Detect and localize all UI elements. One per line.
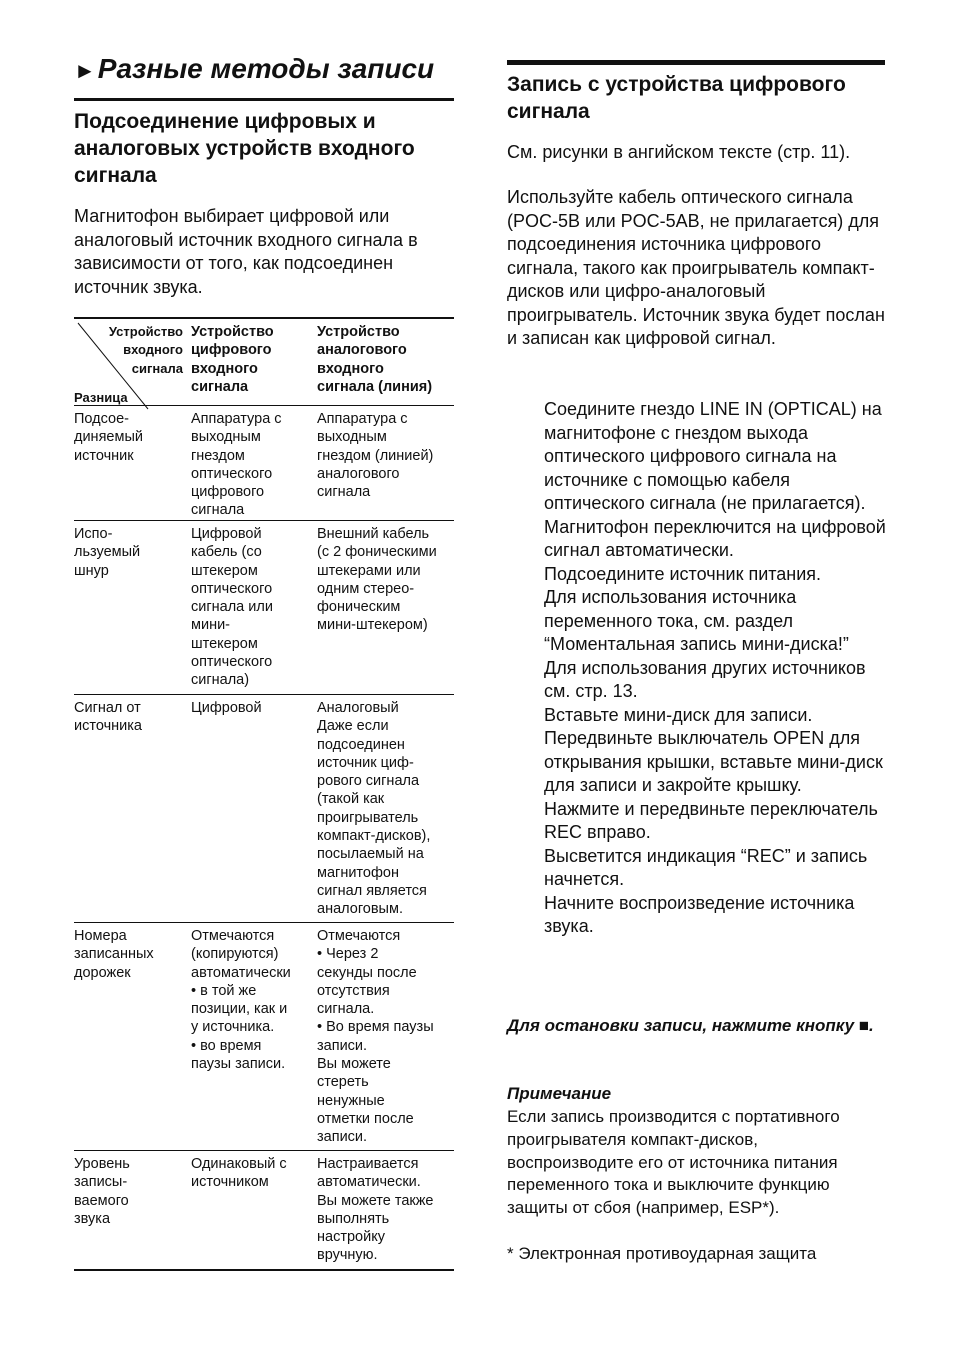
stop-instruction: Для остановки записи, нажмите кнопку ■. [507,1016,874,1035]
section-heading-digital-recording: Запись с устройства цифрового сигнала [507,60,885,125]
corner-bottom-label: Разница [74,390,128,405]
table-corner-cell [74,319,191,405]
steps-list: Соедините гнездо LINE IN (OPTICAL) на магнитофоне с гнездом выхода оптического цифрового сигнала на источнике с помощью кабеля оптического сигнала (не прилагается). Магнитофон переключится на цифровой сигнал автоматически. Подсоедините источник питания. Для использования источника переменного тока, см. раздел “Моментальная запись мини-диска!” Для использования других источников см. стр. 13. Вставьте мини-диск для записи. Передвиньте выключатель OPEN для открывания крышки, вставьте мини-диск для записи и закройте крышку. Нажмите и передвиньте переключатель REC вправо. Высветится индикация “REC” и запись начнется. Начните воспроизведение источника звука. [544,399,886,936]
cable-paragraph: Используйте кабель оптического сигнала (POC-5B или POC-5AB, не прилагается) для подсоединения источника цифрового сигнала, такого как проигрыватель компакт-дисков или цифро-аналоговый проигрыватель. Источник звука будет послан и записан как цифровой сигнал. [507,187,885,348]
row-label: Подсое- диняемый источник [74,411,143,464]
digital-cell: Аппаратура с выходным гнездом оптического цифрового сигнала [191,411,282,519]
see-figures-note: См. рисунки в ангийском тексте (стр. 11). [507,142,851,162]
comparison-table [74,317,454,1271]
intro-paragraph: Магнитофон выбирает цифровой или аналоговый источник входного сигнала в зависимости от того, как подсоединен источник звука. [74,206,418,297]
digital-cell: Отмечаются (копируются) автоматически • в той же позиции, как и у источника. • во время паузы записи. [191,928,291,1073]
triangle-marker-icon: ► [74,58,96,83]
row-label: Испо- льзуемый шнур [74,526,141,579]
note-title: Примечание [507,1084,612,1103]
page-title-text: Разные методы записи [97,53,435,84]
row-label: Номера записанных дорожек [74,928,154,981]
note-body: Если запись производится с портативного проигрывателя компакт-дисков, воспроизводите его от источника питания переменного тока и выключите функцию защиты от сбоя (например, ESP*). [507,1107,840,1218]
analog-cell: Аппаратура с выходным гнездом (линией) аналогового сигнала [317,411,434,501]
column-header-digital: Устройство цифрового входного сигнала [191,324,274,395]
corner-top-label: Устройство входного сигнала [108,324,183,376]
digital-cell: Цифровой кабель (со штекером оптического сигнала или мини- штекером оптического сигнала) [191,526,273,689]
row-label: Уровень записы- ваемого звука [74,1156,130,1227]
digital-cell: Одинаковый с источником [191,1156,287,1191]
page-title [74,50,454,101]
row-label: Сигнал от источника [74,700,142,735]
analog-cell: Аналоговый Даже если подсоединен источник циф- рового сигнала (такой как проигрыватель компакт-дисков), посылаемый на магнитофон сигнал является аналоговым. [317,700,431,918]
table-row [74,923,454,1151]
table-row [74,695,454,923]
digital-cell: Цифровой [191,700,262,716]
table-header-row [74,319,454,406]
analog-cell: Внешний кабель (с 2 фоническими штекерами или одним стерео- фоническим мини-штекером) [317,526,437,634]
table-row [74,521,454,695]
table-row [74,406,454,521]
column-header-analog: Устройство аналогового входного сигнала (линия) [317,324,433,395]
table-row [74,1151,454,1269]
analog-cell: Настраивается автоматически. Вы можете также выполнять настройку вручную. [317,1156,434,1264]
section-heading-connection: Подсоединение цифровых и аналоговых устройств входного сигнала [74,110,415,187]
footnote: * Электронная противоударная защита [507,1244,817,1263]
analog-cell: Отмечаются • Через 2 секунды после отсутствия сигнала. • Во время паузы записи. Вы можете стереть ненужные отметки после записи. [317,928,434,1146]
